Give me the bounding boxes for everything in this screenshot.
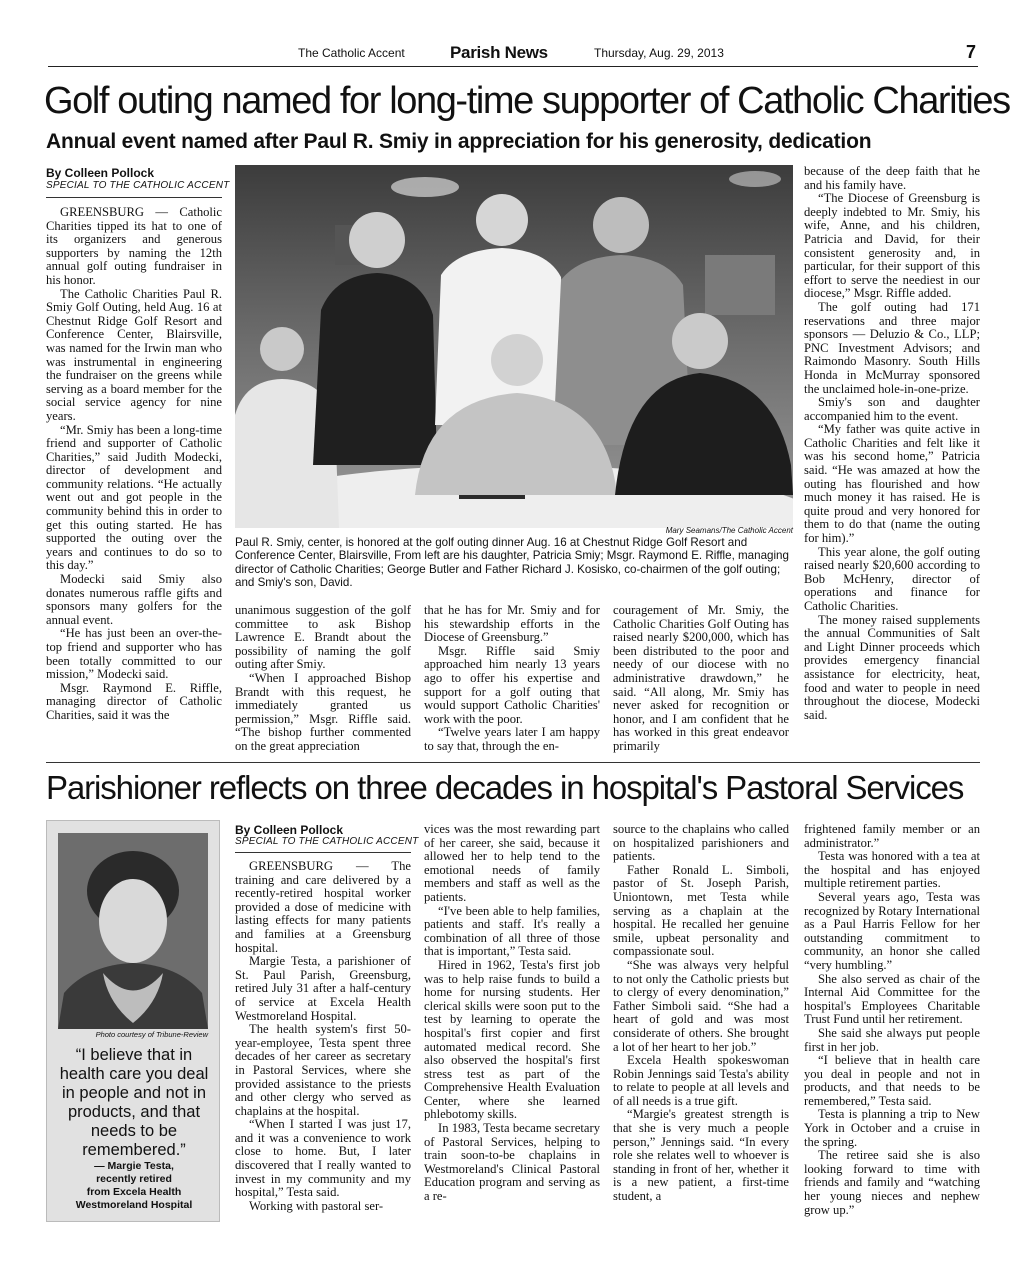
attribution-line: from Excela Health xyxy=(86,1186,182,1198)
story1-column-5 xyxy=(804,165,980,755)
story1-deck: Annual event named after Paul R. Smiy in appreciation for his generosity, dedication xyxy=(46,130,872,153)
paragraph: couragement of Mr. Smiy, the Catholic Charities Golf Outing has raised nearly $200,000, which has been distributed to the poor and needy of our diocese with no administrative drawdown,” he said. “All along, Mr. Smiy has never asked for recognition or honor, and I am confident that he has worked in this great endeavor primarily xyxy=(613,603,789,753)
story2-column-4 xyxy=(804,823,980,1233)
paragraph: GREENSBURG — The training and care delivered by a recently-retired hospital worker provided a dose of medicine with lasting effects for many patients and families at a Greensburg hospital. xyxy=(235,859,411,955)
story1-column-1 xyxy=(46,206,222,756)
paragraph: Working with pastoral ser- xyxy=(249,1198,384,1213)
story1-photo-credit: Mary Seamans/The Catholic Accent xyxy=(665,526,793,535)
paragraph: Father Ronald L. Simboli, pastor of St. Joseph Parish, Uniontown, met Testa while serving as a chaplain at the hospital. He recalled her genuine smile, upbeat personality and compassionate soul. xyxy=(613,862,789,959)
paragraph: Several years ago, Testa was recognized by Rotary International as a Paul Harris Fellow for her outstanding commitment to community, an honor she called “very humbling.” xyxy=(804,889,980,972)
paragraph: Excela Health spokeswoman Robin Jennings said Testa's ability to relate to people at all levels and of all needs is a true gift. xyxy=(613,1053,789,1108)
paragraph: Testa is planning a trip to New York in October and a cruise in the spring. xyxy=(804,1107,980,1149)
story1-byline: By Colleen Pollock xyxy=(46,166,155,180)
story2-column-1 xyxy=(235,860,411,1230)
page-number: 7 xyxy=(965,42,976,62)
attribution-line: recently retired xyxy=(96,1173,172,1185)
paragraph: In 1983, Testa became secretary of Pastoral Services, helping to train soon-to-be chaplains in Westmoreland's Clinical Pastoral Education program and serving as a re- xyxy=(424,1121,600,1204)
story1-column-3 xyxy=(424,604,600,754)
paragraph: Msgr. Riffle said Smiy approached him nearly 13 years ago to offer his expertise and support for a golf outing that would support Catholic Charities' work with the poor. xyxy=(424,643,600,726)
margie-testa-portrait xyxy=(58,833,208,1029)
pull-quote-attribution xyxy=(54,1160,214,1212)
publication-name: The Catholic Accent xyxy=(298,46,405,60)
paragraph: Testa was honored with a tea at the hospital and has enjoyed multiple retirement parties. xyxy=(804,849,980,891)
golf-dinner-photo xyxy=(235,165,793,528)
story1-photo-caption: Paul R. Smiy, center, is honored at the golf outing dinner Aug. 16 at Chestnut Ridge Golf Resort and Conference Center, Blairsville, From left are his daughter, Patricia Smiy; Msgr. Raymond E. Riffle, managing director of Catholic Charities; George Butler and Father Richard J. Kosisko, co-chairmen of the golf outing; and Smiy's son, David. xyxy=(235,536,789,590)
portrait-illustration xyxy=(58,833,208,1029)
paragraph: because of the deep faith that he and his family have. xyxy=(804,164,980,192)
section-divider xyxy=(46,762,980,763)
story2-byline: By Colleen Pollock xyxy=(235,823,344,837)
paragraph: GREENSBURG — Catholic Charities tipped its hat to one of its organizers and generous supporters by naming the 12th annual golf outing fundraiser in his honor. xyxy=(46,205,222,287)
pull-quote: “I believe that in health care you deal in people and not in products, and that needs to be remembered.” xyxy=(59,1046,209,1159)
paragraph: She said she always put people first in her job. xyxy=(804,1025,980,1054)
paragraph: “Mr. Smiy has been a long-time friend and supporter of Catholic Charities,” said Judith Modecki, director of development and community relations. “He actually went out and got people in the community behind this in order to get this outing started. He has supported the outing over the years and continues to do so to this day.” xyxy=(46,422,222,573)
paragraph: that he has for Mr. Smiy and for his stewardship efforts in the Diocese of Greensburg.” xyxy=(424,603,600,645)
paragraph: The retiree said she is also looking forward to time with friends and family and “watching her young nieces and nephew grow up.” xyxy=(804,1148,980,1217)
story2-credit: SPECIAL TO THE CATHOLIC ACCENT xyxy=(235,836,419,847)
paragraph: The health system's first 50-year-employee, Testa spent three decades of her career as secretary in Pastoral Services, where she provided assistance to the priests and other clergy who served as chaplains at the hospital. xyxy=(235,1022,411,1118)
paragraph: Msgr. Raymond E. Riffle, managing director of Catholic Charities, said it was the xyxy=(46,680,222,722)
paragraph: This year alone, the golf outing raised nearly $20,600 according to Bob McHenry, director of operations and finance for Catholic Charities. xyxy=(804,544,980,613)
paragraph: vices was the most rewarding part of her career, she said, because it allowed her to help tend to the emotional needs of family members and staff as well as the patients. xyxy=(424,822,600,904)
paragraph: “My father was quite active in Catholic Charities and felt like it was his second home,” Patricia said. “He was amazed at how the outing has flourished and how much money it has raised. He is quite proud and very honored for them to do that (name the outing for him).” xyxy=(804,422,980,546)
folio xyxy=(48,42,978,67)
paragraph: “Margie's greatest strength is that she is very much a people person,” Jennings said. “In every role she relates well to whoever is standing in front of her, whether it is a new patient, a first-time student, a xyxy=(613,1107,789,1204)
attribution-line: — Margie Testa, xyxy=(94,1160,174,1172)
paragraph: “I believe that in health care you deal in people and not in products, and that needs to be remembered,” Testa said. xyxy=(804,1053,980,1108)
paragraph: “When I started I was just 17, and it was a convenience to work close to home. But, I later discovered that I really wanted to invest in my community and my hospital,” Testa said. xyxy=(235,1117,411,1200)
paragraph: “I've been able to help families, patients and staff. It's really a combination of all three of those that is important,” Testa said. xyxy=(424,903,600,959)
paragraph: “When I approached Bishop Brandt with this request, he immediately granted us permission,” Msgr. Riffle said. “The bishop further commented on the great appreciation xyxy=(235,670,411,753)
paragraph: unanimous suggestion of the golf committee to ask Bishop Lawrence E. Brandt about the possibility of naming the golf outing after Smiy. xyxy=(235,603,411,672)
paragraph: The Catholic Charities Paul R. Smiy Golf Outing, held Aug. 16 at Chestnut Ridge Golf Resort and Conference Center, Blairsville, was named for the Irwin man who was instrumental in engineering the fundraiser on the greens while serving as a board member for the social service agency for nine years. xyxy=(46,286,222,423)
paragraph: Margie Testa, a parishioner of St. Paul Parish, Greensburg, retired July 31 after a half-century of service at Excela Health Westmoreland Hospital. xyxy=(235,954,411,1023)
story1-column-2 xyxy=(235,604,411,754)
paragraph: Smiy's son and daughter accompanied him to the event. xyxy=(804,395,980,423)
paragraph: “He has just been an over-the-top friend and supporter who has been totally committed to our mission,” Modecki said. xyxy=(46,626,222,682)
byline-rule xyxy=(46,197,222,198)
paragraph: “She was always very helpful to not only the Catholic priests but to clergy of every denomination,” Father Simboli said. “She had a heart of gold and was most considerate of others. She brought a lot of her heart to her job.” xyxy=(613,957,789,1054)
issue-date: Thursday, Aug. 29, 2013 xyxy=(594,46,724,60)
paragraph: “The Diocese of Greensburg is deeply indebted to Mr. Smiy, his wife, Anne, and his children, Patricia and David, for their consistent generosity and, in particular, for their support of this effort to serve the neediest in our diocese,” Msgr. Riffle added. xyxy=(804,191,980,301)
section-name: Parish News xyxy=(450,43,548,62)
story2-headline: Parishioner reflects on three decades in hospital's Pastoral Services xyxy=(46,769,964,806)
paragraph: frightened family member or an administrator.” xyxy=(804,822,980,850)
group-photo-illustration xyxy=(235,165,793,528)
byline-rule xyxy=(235,852,411,853)
paragraph: Modecki said Smiy also donates numerous raffle gifts and sponsors many golfers for the annual event. xyxy=(46,572,222,627)
story2-column-3 xyxy=(613,823,789,1233)
paragraph: She also served as chair of the Internal Aid Committee for the hospital's Employees Charitable Trust Fund until her retirement. xyxy=(804,971,980,1027)
story1-credit: SPECIAL TO THE CATHOLIC ACCENT xyxy=(46,180,230,191)
paragraph: “Twelve years later I am happy to say that, through the en- xyxy=(424,725,600,753)
paragraph: source to the chaplains who called on hospitalized parishioners and patients. xyxy=(613,822,789,864)
paragraph: The money raised supplements the annual Communities of Salt and Light Dinner proceeds which provides emergency financial assistance for electricity, heat, food and water to people in need throughout the diocese, Modecki said. xyxy=(804,612,980,722)
story1-headline: Golf outing named for long-time supporter of Catholic Charities xyxy=(44,80,1010,122)
paragraph: The golf outing had 171 reservations and three major sponsors — Deluzio & Co., LLP; PNC Investment Advisors; and Raimondo Masonry. South Hills Honda in McMurray sponsored the unclaimed hole-in-one-prize. xyxy=(804,299,980,396)
attribution-line: Westmoreland Hospital xyxy=(75,1199,193,1211)
story2-column-2 xyxy=(424,823,600,1233)
story1-column-4 xyxy=(613,604,789,754)
story2-photo-credit: Photo courtesy of Tribune-Review xyxy=(95,1030,208,1039)
paragraph: Hired in 1962, Testa's first job was to help raise funds to build a home for nursing students. Her clerical skills were soon put to the test by learning to operate the hospital's first copier and first automated medical record. She also observed the hospital's first stress test as part of the Comprehensive Health Evaluation Center, where she learned phlebotomy skills. xyxy=(424,957,600,1122)
